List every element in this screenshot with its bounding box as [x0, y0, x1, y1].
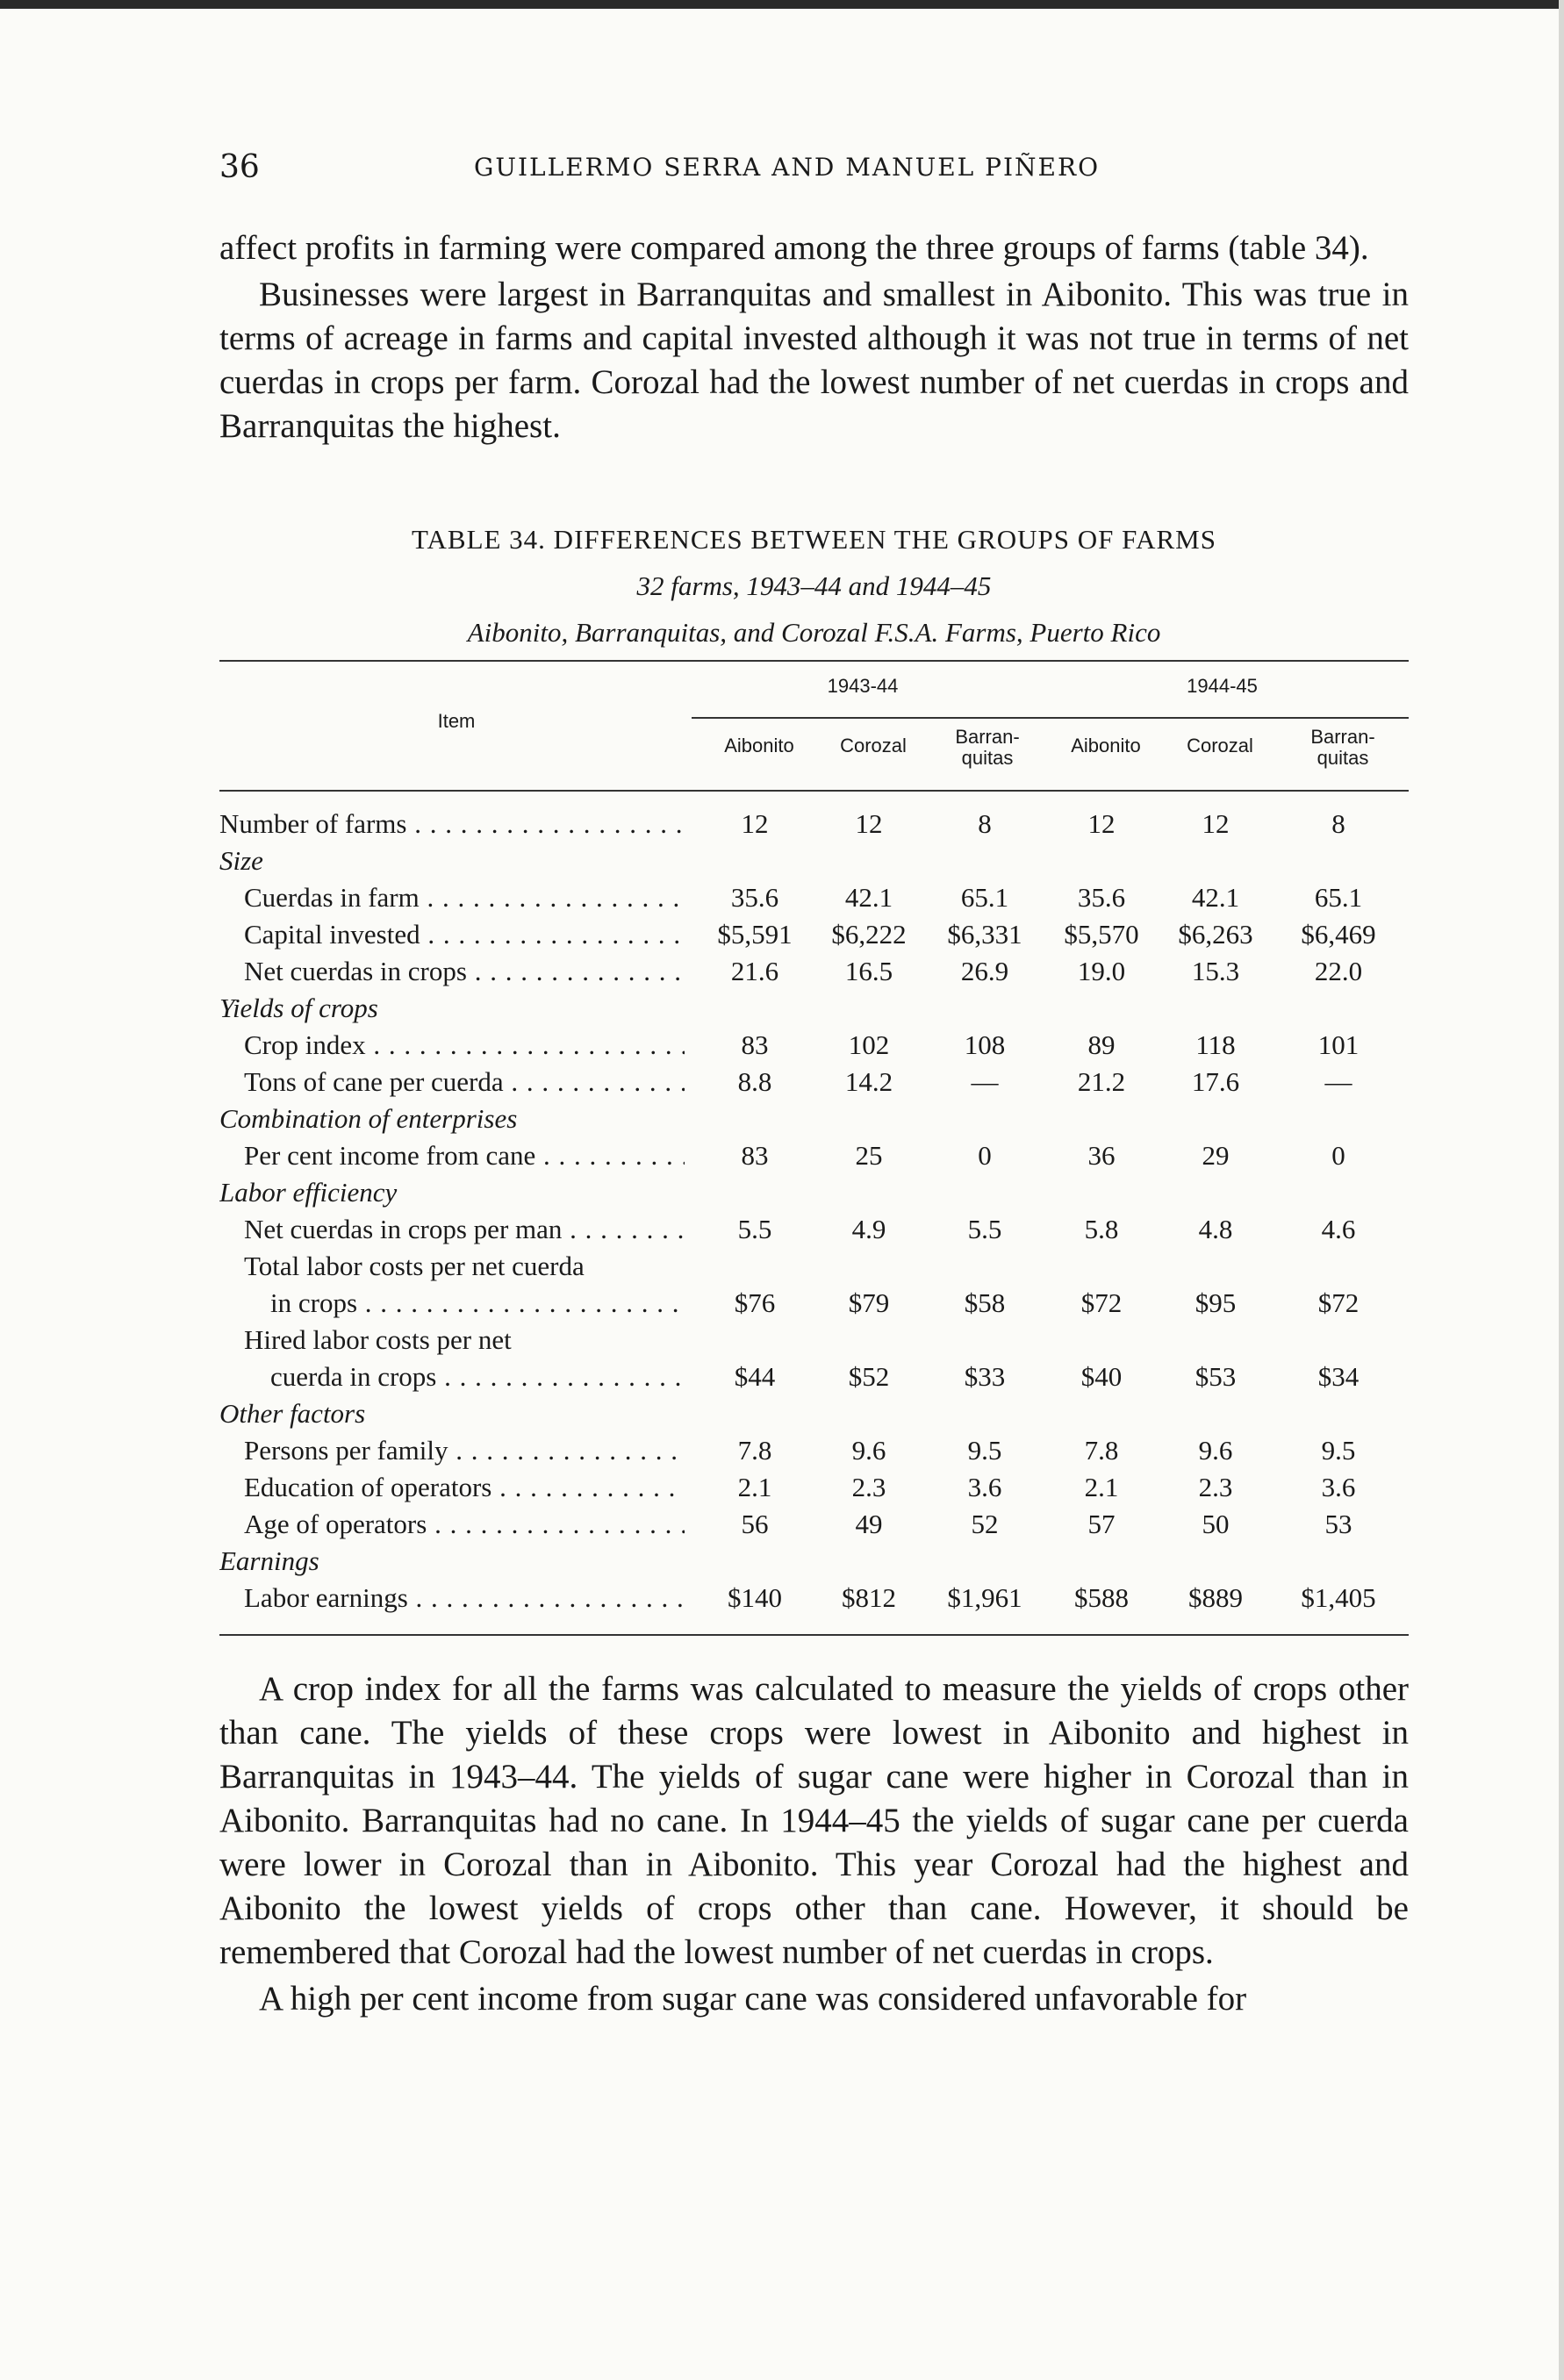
table-row [219, 1135, 1409, 1172]
table-cell: 21.6 [730, 956, 779, 986]
table-cell: $5,591 [717, 919, 793, 950]
table-cell: $5,570 [1064, 919, 1139, 950]
table-row [219, 987, 1409, 1024]
column-header [930, 727, 1044, 769]
page-header [219, 149, 1395, 184]
row-category: Yields of crops [219, 993, 378, 1023]
table-cell: $6,222 [831, 919, 907, 950]
table-cell: $72 [1080, 1287, 1123, 1318]
table-cell: 12 [741, 808, 769, 839]
row-label: Cuerdas in farm . . . [244, 882, 685, 914]
column-header [1286, 727, 1400, 769]
table-cell: 3.6 [1321, 1472, 1356, 1502]
table-subtitle: Aibonito, Barranquitas, and Corozal F.S.A. Farms, Puerto Rico [467, 617, 1161, 648]
table-cell: — [971, 1066, 999, 1097]
table-cell: 5.5 [967, 1214, 1002, 1244]
table-cell: $76 [734, 1287, 776, 1318]
row-label: Total labor costs per net cuerda [244, 1251, 585, 1281]
table-row [219, 950, 1409, 987]
year-header: 1944-45 [1187, 675, 1258, 697]
table-row [219, 1098, 1409, 1135]
table-body [219, 803, 1409, 1614]
table-title: TABLE 34. DIFFERENCES BETWEEN THE GROUPS OF FARMS [412, 524, 1216, 555]
column-header: Corozal [840, 735, 907, 756]
table-cell: 101 [1317, 1029, 1360, 1060]
table-cell: $1,405 [1301, 1582, 1376, 1613]
table-cell: $33 [964, 1361, 1006, 1392]
table-cell: 21.2 [1077, 1066, 1126, 1097]
table-cell: 4.6 [1321, 1214, 1356, 1244]
table-cell: 56 [741, 1509, 769, 1539]
table-cell: $6,263 [1178, 919, 1253, 950]
item-header: Item [437, 710, 476, 732]
table-cell: $95 [1195, 1287, 1237, 1318]
table-cell: 0 [1331, 1140, 1345, 1171]
year-rule [692, 717, 1409, 719]
table-cell: 35.6 [1077, 882, 1126, 913]
table-cell: 9.5 [1321, 1435, 1356, 1466]
table-cell: 9.6 [1198, 1435, 1233, 1466]
header-bottom-rule [219, 790, 1409, 792]
table-cell: $58 [964, 1287, 1006, 1318]
row-label: Net cuerdas in crops . . . [244, 956, 685, 987]
table-row [219, 840, 1409, 877]
table-cell: 35.6 [730, 882, 779, 913]
table-cell: 118 [1195, 1029, 1236, 1060]
table-cell: $588 [1074, 1582, 1129, 1613]
table-cell: 9.6 [851, 1435, 886, 1466]
page-number: 36 [219, 149, 260, 185]
table-cell: $1,961 [947, 1582, 1022, 1613]
table-row [219, 1282, 1409, 1319]
table-cell: 0 [978, 1140, 992, 1171]
table-cell: 53 [1324, 1509, 1352, 1539]
row-label: Crop index . . . [244, 1029, 685, 1061]
row-label: Net cuerdas in crops per man . . . [244, 1214, 685, 1245]
table-cell: $53 [1195, 1361, 1237, 1392]
row-category: Other factors [219, 1398, 366, 1429]
running-head: GUILLERMO SERRA AND MANUEL PIÑERO [474, 153, 1101, 182]
table-row [219, 1577, 1409, 1614]
table-row [219, 1540, 1409, 1577]
table-cell: 9.5 [967, 1435, 1002, 1466]
table-cell: 15.3 [1191, 956, 1240, 986]
table-row [219, 803, 1409, 840]
scan-top-edge [0, 0, 1564, 9]
table-cell: 8 [978, 808, 992, 839]
table-row [219, 877, 1409, 914]
table-cell: 50 [1202, 1509, 1230, 1539]
scan-right-edge [1559, 0, 1564, 2380]
table-cell: 65.1 [1314, 882, 1363, 913]
table-row [219, 1430, 1409, 1466]
table-cell: 49 [855, 1509, 883, 1539]
table-cell: 8.8 [737, 1066, 772, 1097]
column-header: Aibonito [724, 735, 794, 756]
table-cell: 36 [1087, 1140, 1116, 1171]
table-cell: 83 [741, 1029, 769, 1060]
table-cell: 29 [1202, 1140, 1230, 1171]
table-cell: — [1324, 1066, 1352, 1097]
table-cell: 25 [855, 1140, 883, 1171]
table-cell: 65.1 [960, 882, 1009, 913]
table-cell: 89 [1087, 1029, 1116, 1060]
row-label: Number of farms . . . [219, 808, 685, 840]
column-header-line: quitas [1316, 747, 1369, 769]
table-row [219, 1393, 1409, 1430]
table-row [219, 1208, 1409, 1245]
row-label: cuerda in crops . . . [270, 1361, 685, 1393]
table-cell: 57 [1087, 1509, 1116, 1539]
table-cell: 12 [1087, 808, 1116, 839]
row-label: Tons of cane per cuerda . . . [244, 1066, 685, 1098]
row-label: Hired labor costs per net [244, 1324, 512, 1355]
table-cell: 108 [964, 1029, 1006, 1060]
table-cell: 7.8 [1084, 1435, 1119, 1466]
table-cell: 52 [971, 1509, 999, 1539]
table-row [219, 914, 1409, 950]
table-cell: 2.1 [1084, 1472, 1119, 1502]
table-cell: 83 [741, 1140, 769, 1171]
table-cell: 12 [855, 808, 883, 839]
table-row [219, 1356, 1409, 1393]
column-header: Aibonito [1071, 735, 1141, 756]
table-cell: $40 [1080, 1361, 1123, 1392]
paragraph: Businesses were largest in Barranquitas and smallest in Aibonito. This was true in terms of acreage in farms and capital invested although it was not true in terms of net cuerdas in crops per farm. Corozal had the lowest number of net cuerdas in crops and Barranquitas the highest. [219, 276, 1409, 445]
table-cell: 26.9 [960, 956, 1009, 986]
table-cell: $6,331 [947, 919, 1022, 950]
table-cell: 22.0 [1314, 956, 1363, 986]
table-row [219, 1024, 1409, 1061]
paragraph: A crop index for all the farms was calculated to measure the yields of crops other than cane. The yields of these crops were lowest in Aibonito and highest in Barranquitas in 1943–44. The yields of sugar cane were higher in Corozal than in Aibonito. Barranquitas had no cane. In 1944–45 the yields of sugar cane per cuerda were lower in Corozal than in Aibonito. This year Corozal had the highest and Aibonito the lowest yields of crops other than cane. However, it should be remembered that Corozal had the lowest number of net cuerdas in crops. [219, 1670, 1409, 1971]
row-label: Capital invested . . . [244, 919, 685, 950]
table-cell: 42.1 [1191, 882, 1240, 913]
table-cell: 7.8 [737, 1435, 772, 1466]
table-cell: $6,469 [1301, 919, 1376, 950]
year-header: 1943-44 [827, 675, 899, 697]
row-category: Size [219, 845, 263, 876]
intro-text [219, 226, 1409, 451]
table-row [219, 1245, 1409, 1282]
table-cell: $72 [1317, 1287, 1360, 1318]
table-row [219, 1319, 1409, 1356]
table-bottom-rule [219, 1634, 1409, 1636]
column-header-line: quitas [961, 747, 1014, 769]
column-header-line: Barran- [955, 726, 1020, 748]
table-cell: 14.2 [844, 1066, 893, 1097]
table-cell: 4.8 [1198, 1214, 1233, 1244]
table-cell: $34 [1317, 1361, 1360, 1392]
table-cell: 4.9 [851, 1214, 886, 1244]
table-cell: 3.6 [967, 1472, 1002, 1502]
row-label: in crops . . . [270, 1287, 685, 1319]
row-label: Labor earnings . . . [244, 1582, 685, 1614]
table-cell: 8 [1331, 808, 1345, 839]
row-label: Education of operators . . . [244, 1472, 685, 1503]
table-cell: 5.5 [737, 1214, 772, 1244]
table-cell: 42.1 [844, 882, 893, 913]
table-cell: 16.5 [844, 956, 893, 986]
closing-text [219, 1667, 1409, 2024]
table-cell: 12 [1202, 808, 1230, 839]
row-category: Labor efficiency [219, 1177, 398, 1208]
table-cell: $44 [734, 1361, 776, 1392]
table-row [219, 1061, 1409, 1098]
table-cell: $812 [842, 1582, 896, 1613]
table-cell: 5.8 [1084, 1214, 1119, 1244]
row-label: Persons per family . . . [244, 1435, 685, 1466]
table-subtitle: 32 farms, 1943–44 and 1944–45 [636, 570, 992, 601]
table-cell: 2.3 [851, 1472, 886, 1502]
paragraph: affect profits in farming were compared among the three groups of farms (table 34). [219, 229, 1369, 267]
column-header: Corozal [1187, 735, 1253, 756]
table-cell: 2.1 [737, 1472, 772, 1502]
table-cell: 2.3 [1198, 1472, 1233, 1502]
table-cell: $79 [848, 1287, 890, 1318]
table-cell: $52 [848, 1361, 890, 1392]
column-header-line: Barran- [1310, 726, 1375, 748]
table-row [219, 1503, 1409, 1540]
row-category: Combination of enterprises [219, 1103, 518, 1134]
table-cell: 17.6 [1191, 1066, 1240, 1097]
table-cell: $140 [728, 1582, 782, 1613]
row-label: Per cent income from cane . . . [244, 1140, 685, 1172]
row-category: Earnings [219, 1545, 319, 1576]
row-label: Age of operators . . . [244, 1509, 685, 1540]
paragraph: A high per cent income from sugar cane was considered unfavorable for [259, 1980, 1247, 2018]
table-cell: 102 [848, 1029, 890, 1060]
table-row [219, 1466, 1409, 1503]
table-row [219, 1172, 1409, 1208]
table-cell: 19.0 [1077, 956, 1126, 986]
table-cell: $889 [1188, 1582, 1243, 1613]
table-top-rule [219, 660, 1409, 662]
